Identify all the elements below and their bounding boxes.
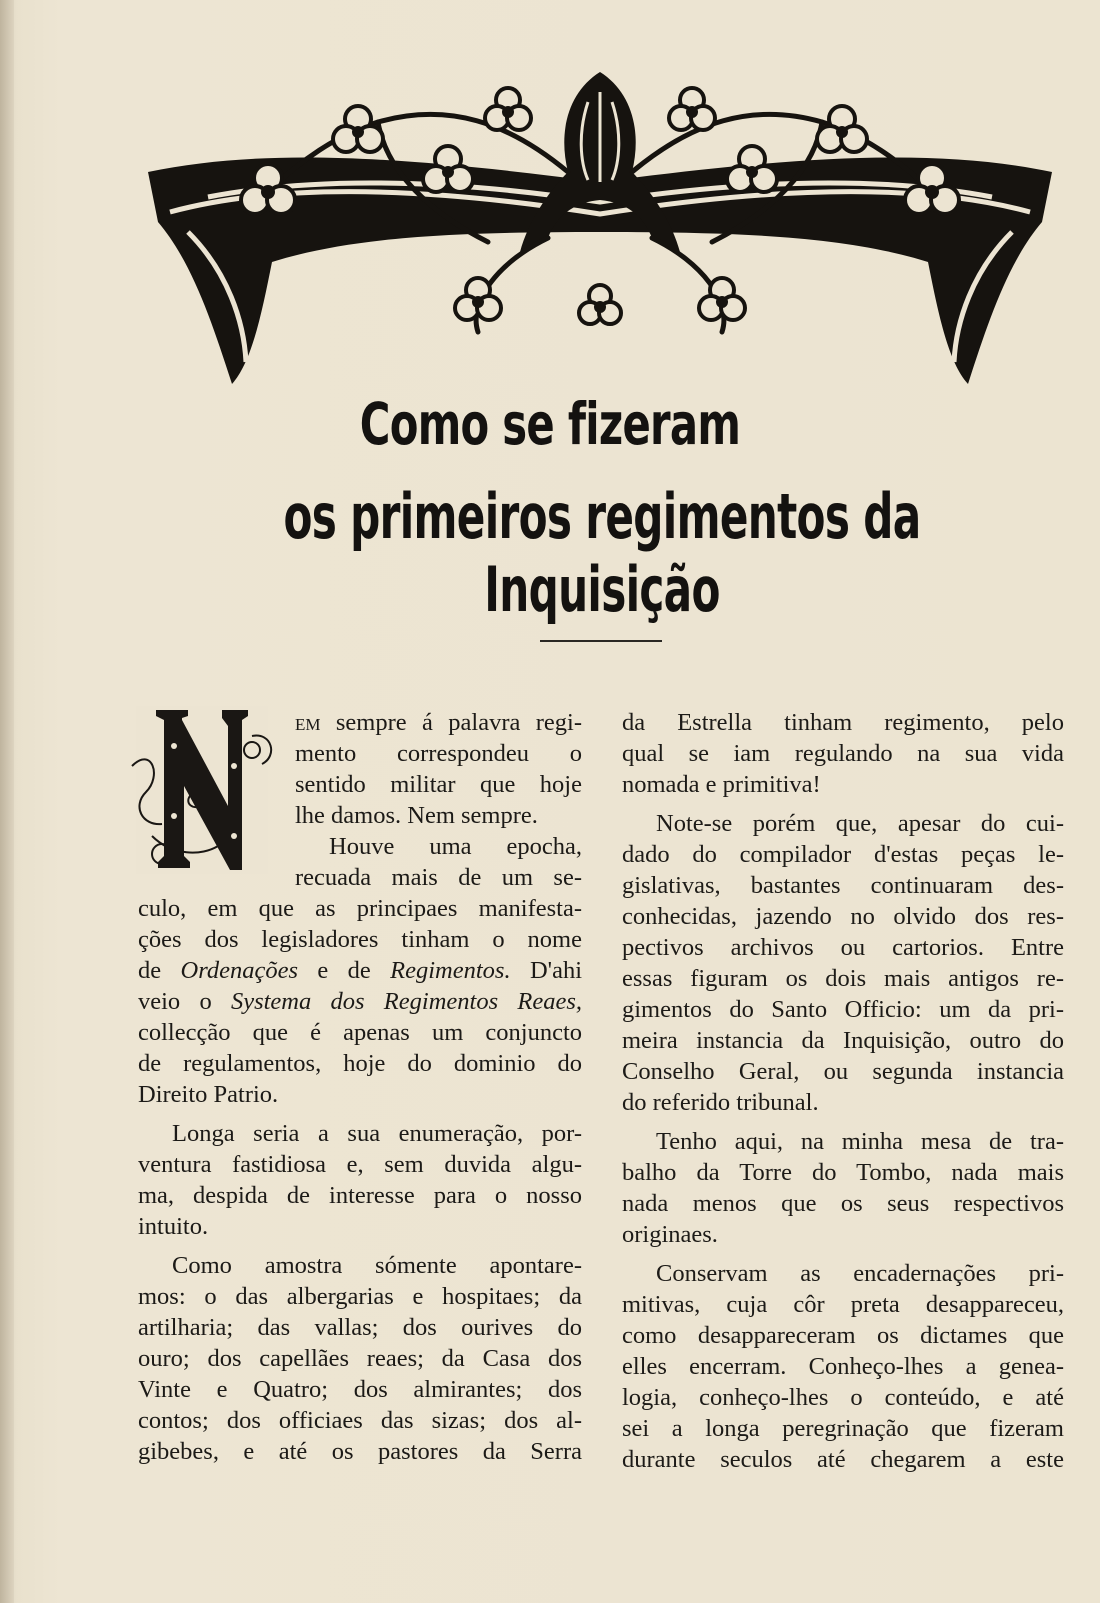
text-line: nada menos que os seus respectivos	[622, 1190, 1064, 1217]
text-line: veio o Systema dos Regimentos Reaes,	[138, 988, 583, 1015]
decorated-drop-cap	[122, 706, 282, 874]
text-line: mitivas, cuja côr preta desappareceu,	[622, 1291, 1064, 1318]
text-line: Conselho Geral, ou segunda instancia	[622, 1058, 1064, 1085]
text-line: ções dos legisladores tinham o nome	[138, 926, 582, 953]
text-line: gimentos do Santo Officio: um da pri-	[622, 996, 1064, 1023]
text-line: mento correspondeu o	[295, 740, 582, 767]
text-line: dado do compilador d'estas peças le-	[622, 841, 1064, 868]
text-line: Tenho aqui, na minha mesa de tra-	[656, 1128, 1064, 1155]
text-line: ma, despida de interesse para o nosso	[138, 1182, 582, 1209]
text-line: conhecidas, jazendo no olvido dos res-	[622, 903, 1064, 930]
text-line: Vinte e Quatro; dos almirantes; dos	[138, 1376, 582, 1403]
text-line: lhe damos. Nem sempre.	[295, 802, 538, 829]
text-line: collecção que é apenas um conjuncto	[138, 1019, 582, 1046]
text-line: pectivos archivos ou cartorios. Entre	[622, 934, 1064, 961]
text-line: elles encerram. Conheço-lhes a genea-	[622, 1353, 1064, 1380]
text-line: intuito.	[138, 1213, 209, 1240]
text-line: logia, conheço-lhes o conteúdo, e até	[622, 1384, 1064, 1411]
text-line: qual se iam regulando na sua vida	[622, 740, 1064, 767]
text-line: de Ordenações e de Regimentos. D'ahi	[138, 957, 583, 984]
text-line: Como amostra sómente apontare-	[172, 1252, 582, 1279]
text-line: recuada mais de um se-	[295, 864, 582, 891]
text-line: meira instancia da Inquisição, outro do	[622, 1027, 1064, 1054]
text-line: culo, em que as principaes manifesta-	[138, 895, 582, 922]
text-line: essas figuram os dois mais antigos re-	[622, 965, 1064, 992]
text-line: Direito Patrio.	[138, 1081, 279, 1108]
text-line: Conservam as encadernações pri-	[656, 1260, 1064, 1287]
text-line: mos: o das albergarias e hospitaes; da	[138, 1283, 582, 1310]
text-line: sei a longa peregrinação que fizeram	[622, 1415, 1064, 1442]
text-line: gislativas, bastantes continuaram des-	[622, 872, 1064, 899]
text-line: Houve uma epocha,	[329, 833, 582, 860]
text-line: ouro; dos capellães reaes; da Casa dos	[138, 1345, 582, 1372]
text-line: do referido tribunal.	[622, 1089, 819, 1116]
text-line: contos; dos officiaes das sizas; dos al-	[138, 1407, 582, 1434]
column-1-opening	[295, 707, 582, 893]
text-line: de regulamentos, hoje do dominio do	[138, 1050, 582, 1077]
text-line: da Estrella tinham regimento, pelo	[622, 709, 1064, 736]
text-line: originaes.	[622, 1221, 718, 1248]
title-divider-rule	[540, 640, 662, 642]
column-2-body	[622, 707, 1064, 1475]
text-line: sentido militar que hoje	[295, 771, 582, 798]
column-1-body	[138, 893, 582, 1467]
text-line: artilharia; das vallas; dos ourives do	[138, 1314, 582, 1341]
text-line: gibebes, e até os pastores da Serra	[138, 1438, 582, 1465]
text-line: Note-se porém que, apesar do cui-	[656, 810, 1064, 837]
article-title-line-2: os primeiros regimentos da Inquisição	[283, 480, 921, 626]
text-line: nomada e primitiva!	[622, 771, 821, 798]
text-line: balho da Torre do Tombo, nada mais	[622, 1159, 1064, 1186]
text-line: Longa seria a sua enumeração, por-	[172, 1120, 582, 1147]
article-title-line-1: Como se fizeram	[359, 390, 741, 458]
text-line: como desappareceram os dictames que	[622, 1322, 1064, 1349]
art-nouveau-header-ornament	[148, 62, 1052, 390]
book-spine-shadow	[0, 0, 14, 1603]
text-line: ventura fastidiosa e, sem duvida algu-	[138, 1151, 582, 1178]
text-line: em sempre á palavra regi-	[295, 709, 582, 736]
text-line: durante seculos até chegarem a este	[622, 1446, 1064, 1473]
